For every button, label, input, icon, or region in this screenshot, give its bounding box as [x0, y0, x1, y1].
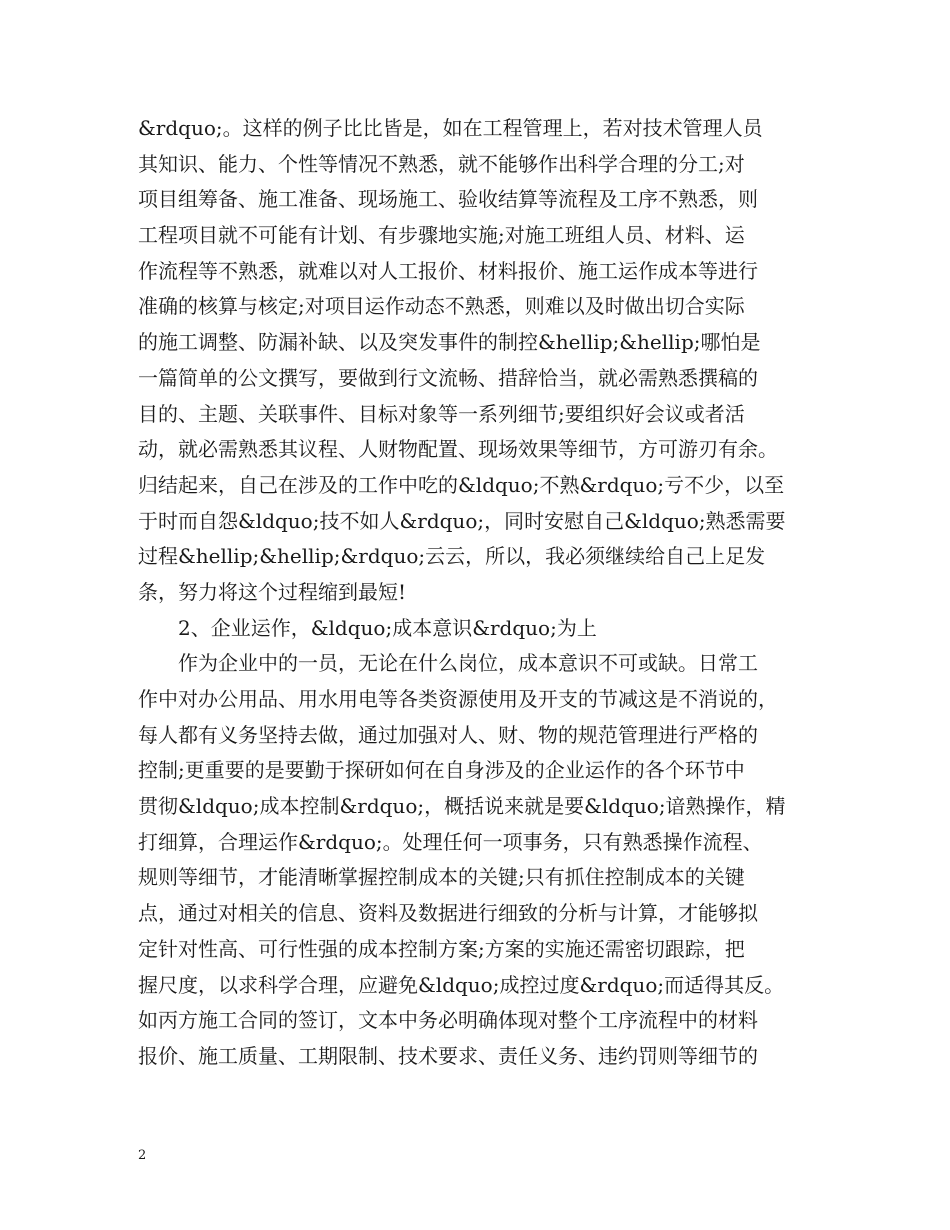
text-line: 握尺度，以求科学合理，应避免&ldquo;成控过度&rdquo;而适得其反。: [138, 972, 785, 997]
text-line: 报价、施工质量、工期限制、技术要求、责任义务、违约罚则等细节的: [138, 1043, 758, 1068]
text-line: &rdquo;。这样的例子比比皆是，如在工程管理上，若对技术管理人员: [138, 116, 763, 140]
body-text: [138, 112, 828, 1076]
text-line: 其知识、能力、个性等情况不熟悉，就不能够作出科学合理的分工;对: [138, 151, 745, 176]
text-line: 过程&hellip;&hellip;&rdquo;云云，所以，我必须继续给自己上足发: [138, 544, 766, 569]
text-line: 一篇简单的公文撰写，要做到行文流畅、措辞恰当，就必需熟悉撰稿的: [138, 365, 758, 390]
text-line: 点，通过对相关的信息、资料及数据进行细致的分析与计算，才能够拟: [138, 901, 758, 926]
text-line: 作流程等不熟悉，就难以对人工报价、材料报价、施工运作成本等进行: [138, 258, 758, 283]
text-line: 归结起来，自己在涉及的工作中吃的&ldquo;不熟&rdquo;亏不少，以至: [138, 472, 785, 497]
text-line: 于时而自怨&ldquo;技不如人&rdquo;，同时安慰自己&ldquo;熟悉需要: [138, 508, 786, 533]
text-line: 的施工调整、防漏补缺、以及突发事件的制控&hellip;&hellip;哪怕是: [138, 330, 761, 355]
text-line: 作为企业中的一员，无论在什么岗位，成本意识不可或缺。日常工: [178, 651, 758, 676]
text-line: 作中对办公用品、用水用电等各类资源使用及开支的节减这是不消说的，: [138, 687, 778, 711]
text-line: 目的、主题、关联事件、目标对象等一系列细节;要组织好会议或者活: [138, 401, 745, 426]
text-line: 每人都有义务坚持去做，通过加强对人、财、物的规范管理进行严格的: [138, 722, 758, 747]
text-line: 准确的核算与核定;对项目运作动态不熟悉，则难以及时做出切合实际: [138, 294, 745, 319]
text-line: 如丙方施工合同的签订，文本中务必明确体现对整个工序流程中的材料: [138, 1008, 758, 1033]
text-line: 条，努力将这个过程缩到最短!: [138, 579, 407, 604]
text-line: 规则等细节，才能清晰掌握控制成本的关键;只有抓住控制成本的关键: [138, 865, 745, 890]
text-line: 打细算，合理运作&rdquo;。处理任何一项事务，只有熟悉操作流程、: [138, 829, 763, 854]
text-line: 定针对性高、可行性强的成本控制方案;方案的实施还需密切跟踪，把: [138, 936, 745, 961]
text-line: 控制;更重要的是要勤于探研如何在自身涉及的企业运作的各个环节中: [138, 758, 745, 783]
text-line: 动，就必需熟悉其议程、人财物配置、现场效果等细节，方可游刃有余。: [138, 437, 778, 462]
text-line: 2、企业运作，&ldquo;成本意识&rdquo;为上: [178, 615, 597, 640]
text-line: 工程项目就不可能有计划、有步骤地实施;对施工班组人员、材料、运: [138, 223, 745, 248]
text-line: 项目组筹备、施工准备、现场施工、验收结算等流程及工序不熟悉，则: [138, 187, 758, 212]
page-number: 2: [138, 1148, 147, 1163]
text-line: 贯彻&ldquo;成本控制&rdquo;，概括说来就是要&ldquo;谙熟操作，精: [138, 794, 786, 819]
